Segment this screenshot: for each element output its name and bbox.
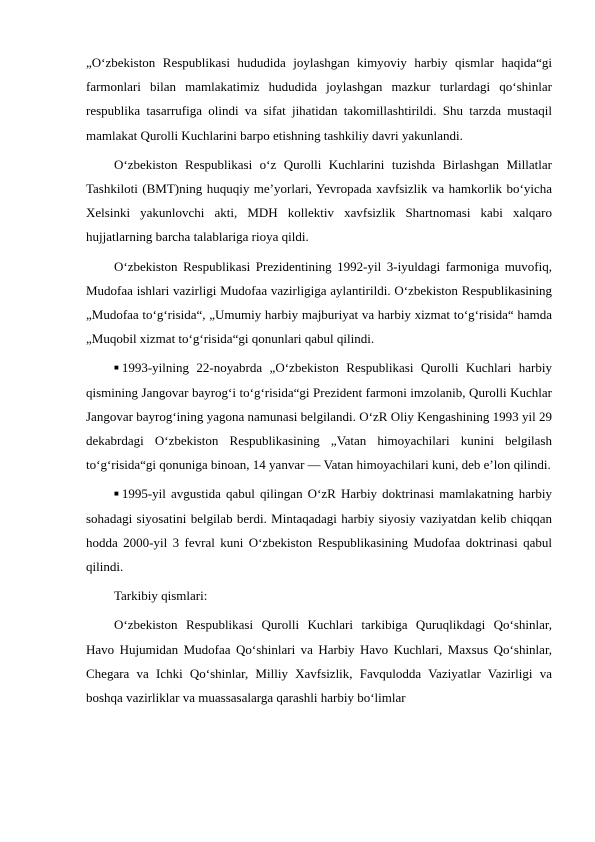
paragraph-components-heading: Tarkibiy qismlari: — [114, 588, 208, 604]
paragraph-international-norms: O‘zbekiston Respublikasi o‘z Qurolli Kuchlarini tuzishda Birlashgan Millatlar Tashkiloti (BMT)ning huquqiy me’yorlari, Yevropada xavfsizlik va hamkorlik bo‘yicha Xelsinki yakunlovchi akti, MDH kollektiv xavfsizlik Shartnomasi kabi xalqaro hujjatlarning barcha talablariga rioya qildi. — [86, 156, 552, 245]
document-page — [86, 51, 552, 715]
paragraph-intro: „O‘zbekiston Respublikasi hududida joylashgan kimyoviy harbiy qismlar haqida“gi farmonlari bilan mamlakatimiz hududida joylashgan mazkur turlardagi qo‘shinlar respublika tasarrufiga olindi va sifat jihatidan takomillashtirildi. Shu tarzda mustaqil mamlakat Qurolli Kuchlarini barpo etishning tashkiliy davri yakunlandi. — [86, 55, 552, 143]
bullet-item-military-doctrine — [86, 482, 552, 579]
bullet-text: 1995-yil avgustida qabul qilingan O‘zR Harbiy doktrinasi mamlakatning harbiy sohadagi siyosatini belgilab berdi. Mintaqadagi harbiy siyosiy vaziyatdan kelib chiqqan hodda 2000-yil 3 fevral kuni O‘zbekiston Respublikasining Mudofaa doktrinasi qabul qilindi. — [86, 486, 552, 575]
bullet-icon: ■ — [114, 489, 119, 499]
paragraph-components: O‘zbekiston Respublikasi Qurolli Kuchlari tarkibiga Quruqlikdagi Qo‘shinlar, Havo Hujumidan Mudofaa Qo‘shinlari va Harbiy Havo Kuchlari, Maxsus Qo‘shinlar, Chegara va Ichki Qo‘shinlar, Milliy Xavfsizlik, Favqulodda Vaziyatlar Vazirligi va boshqa vazirliklar va muassasalarga qarashli harbiy bo‘limlar — [86, 617, 552, 706]
bullet-text: 1993-yilning 22-noyabrda „O‘zbekiston Respublikasi Qurolli Kuchlari harbiy qismining Jangovar bayrog‘i to‘g‘risida“gi Prezident farmoni imzolanib, Qurolli Kuchlar Jangovar bayrog‘ining yagona namunasi belgilandi. O‘zR Oliy Kengashining 1993 yil 29 dekabrdagi O‘zbekiston Respublikasining „Vatan himoyachilari kunini belgilash to‘g‘risida“gi qonuniga binoan, 14 yanvar — Vatan himoyachilari kuni, deb e’lon qilindi. — [86, 360, 552, 473]
paragraph-ministry-of-defense: O‘zbekiston Respublikasi Prezidentining 1992-yil 3-iyuldagi farmoniga muvofiq, Mudofaa ishlari vazirligi Mudofaa vazirligiga aylantirildi. O‘zbekiston Respublikasining „Mudofaa to‘g‘risida“, „Umumiy harbiy majburiyat va harbiy xizmat to‘g‘risida“ hamda „Muqobil xizmat to‘g‘risida“gi qonunlari qabul qilindi. — [86, 258, 552, 347]
bullet-item-battle-flag — [86, 356, 552, 477]
bullet-icon: ■ — [114, 363, 119, 373]
